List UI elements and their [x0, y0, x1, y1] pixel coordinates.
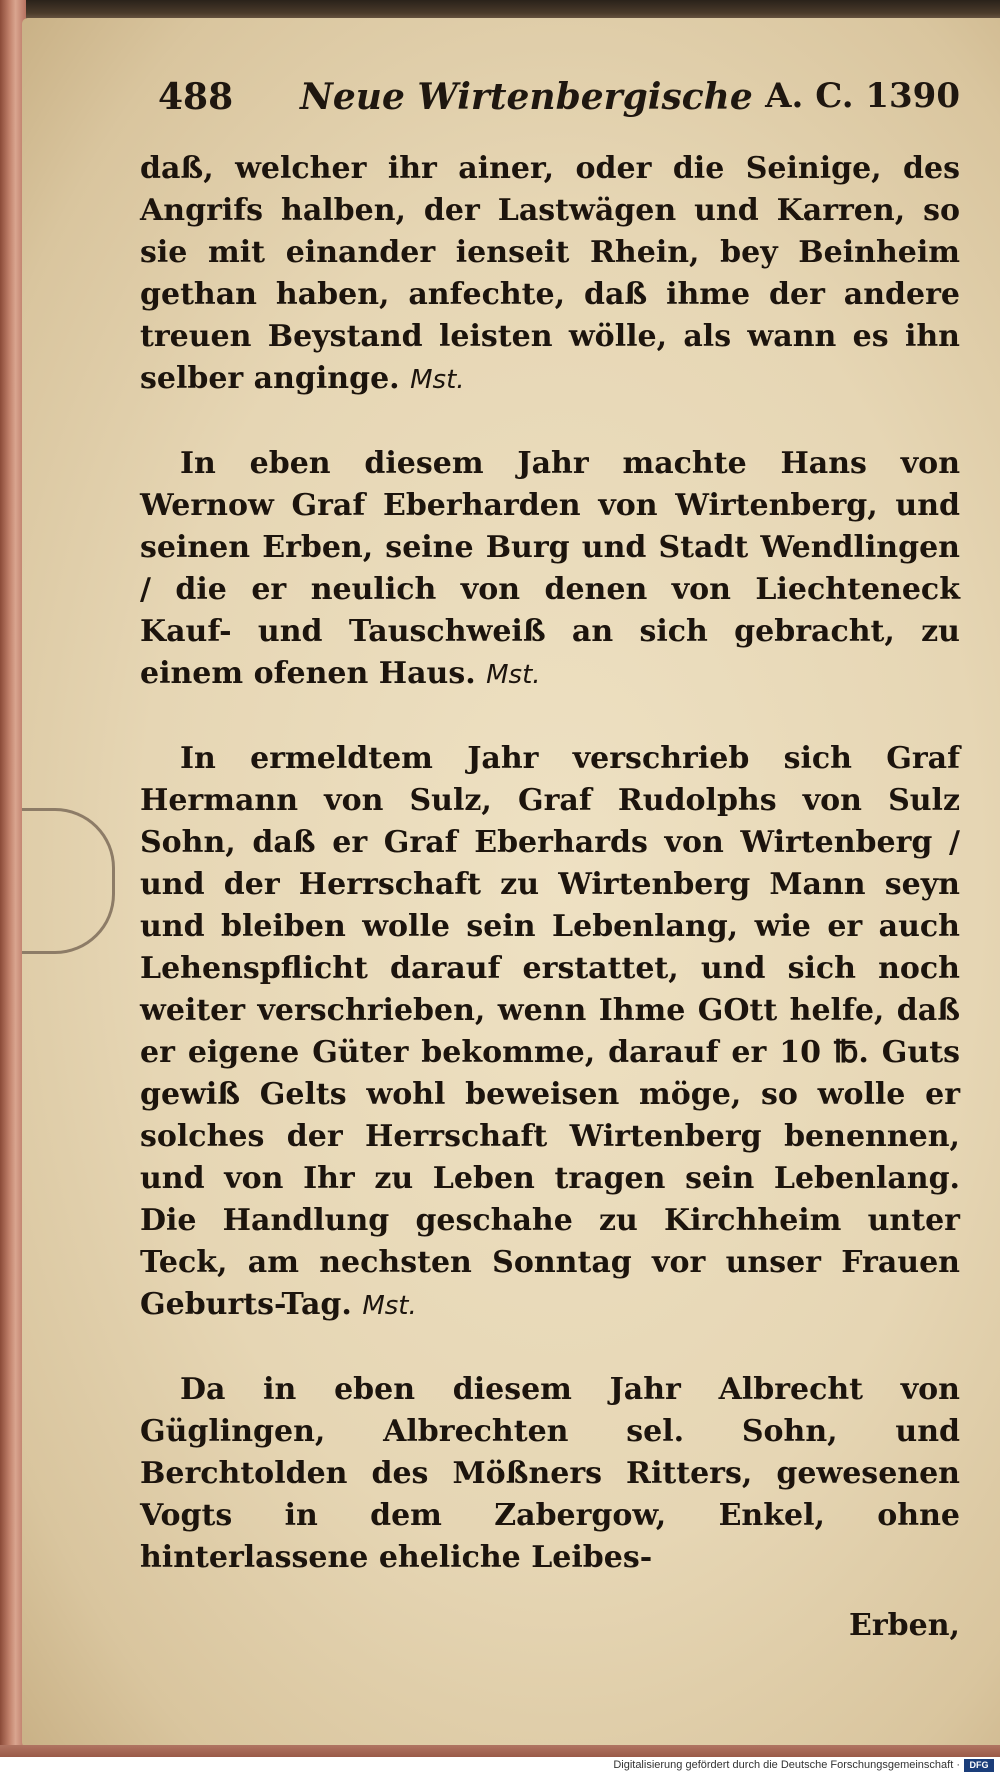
year-marker: A. C. 1390: [765, 76, 960, 116]
page-tab-mark: [22, 808, 115, 954]
body-text: [140, 148, 960, 1621]
running-title: Neue Wirtenbergische: [300, 76, 753, 118]
book-bottom-edge: [0, 1745, 1000, 1757]
source-mark: Mst.: [486, 660, 541, 690]
catchword: Erben,: [849, 1608, 960, 1643]
page-number: 488: [158, 76, 234, 118]
dfg-logo: DFG: [964, 1759, 994, 1772]
source-mark: Mst.: [410, 365, 465, 395]
digitization-credit: Digitalisierung gefördert durch die Deutsche Forschungsgemeinschaft ·: [613, 1759, 960, 1771]
paragraph-3: [140, 738, 960, 1327]
paragraph-text: daß, welcher ihr ainer, oder die Seinige, des Angrifs halben, der Lastwägen und Karren, so sie mit einander ienseit Rhein, bey Beinheim gethan haben, anfechte, daß ihme der andere treuen Beystand leisten wölle, als wann es ihn selber anginge.: [140, 151, 960, 396]
paragraph-2: [140, 443, 960, 696]
paragraph-1: [140, 148, 960, 401]
paragraph-text: In ermeldtem Jahr verschrieb sich Graf Hermann von Sulz, Graf Rudolphs von Sulz Sohn, daß er Graf Eberhards von Wirtenberg / und der Herrschaft zu Wirtenberg Mann seyn und bleiben wolle sein Lebenlang, wie er auch Lehenspflicht darauf erstattet, und sich noch weiter verschrieben, wenn Ihme GOtt helfe, daß er eigene Güter bekomme, darauf er 10 ℔. Guts gewiß Gelts wohl beweisen möge, so wolle er solches der Herrschaft Wirtenberg benennen, und von Ihr zu Leben tragen sein Lebenlang. Die Handlung geschahe zu Kirchheim unter Teck, am nechsten Sonntag vor unser Frauen Geburts-Tag.: [140, 741, 960, 1322]
paragraph-text: Da in eben diesem Jahr Albrecht von Güglingen, Albrechten sel. Sohn, und Berchtolden des Mößners Ritters, gewesenen Vogts in dem Zabergow, Enkel, ohne hinterlassene eheliche Leibes-: [140, 1372, 960, 1575]
paragraph-4: [140, 1369, 960, 1579]
paragraph-text: In eben diesem Jahr machte Hans von Wernow Graf Eberharden von Wirtenberg, und seinen Erben, seine Burg und Stadt Wendlingen / die er neulich von denen von Liechteneck Kauf- und Tauschweiß an sich gebracht, zu einem ofenen Haus.: [140, 446, 960, 691]
footer-bar: [0, 1757, 1000, 1775]
source-mark: Mst.: [362, 1291, 417, 1321]
page-header: [150, 76, 960, 126]
